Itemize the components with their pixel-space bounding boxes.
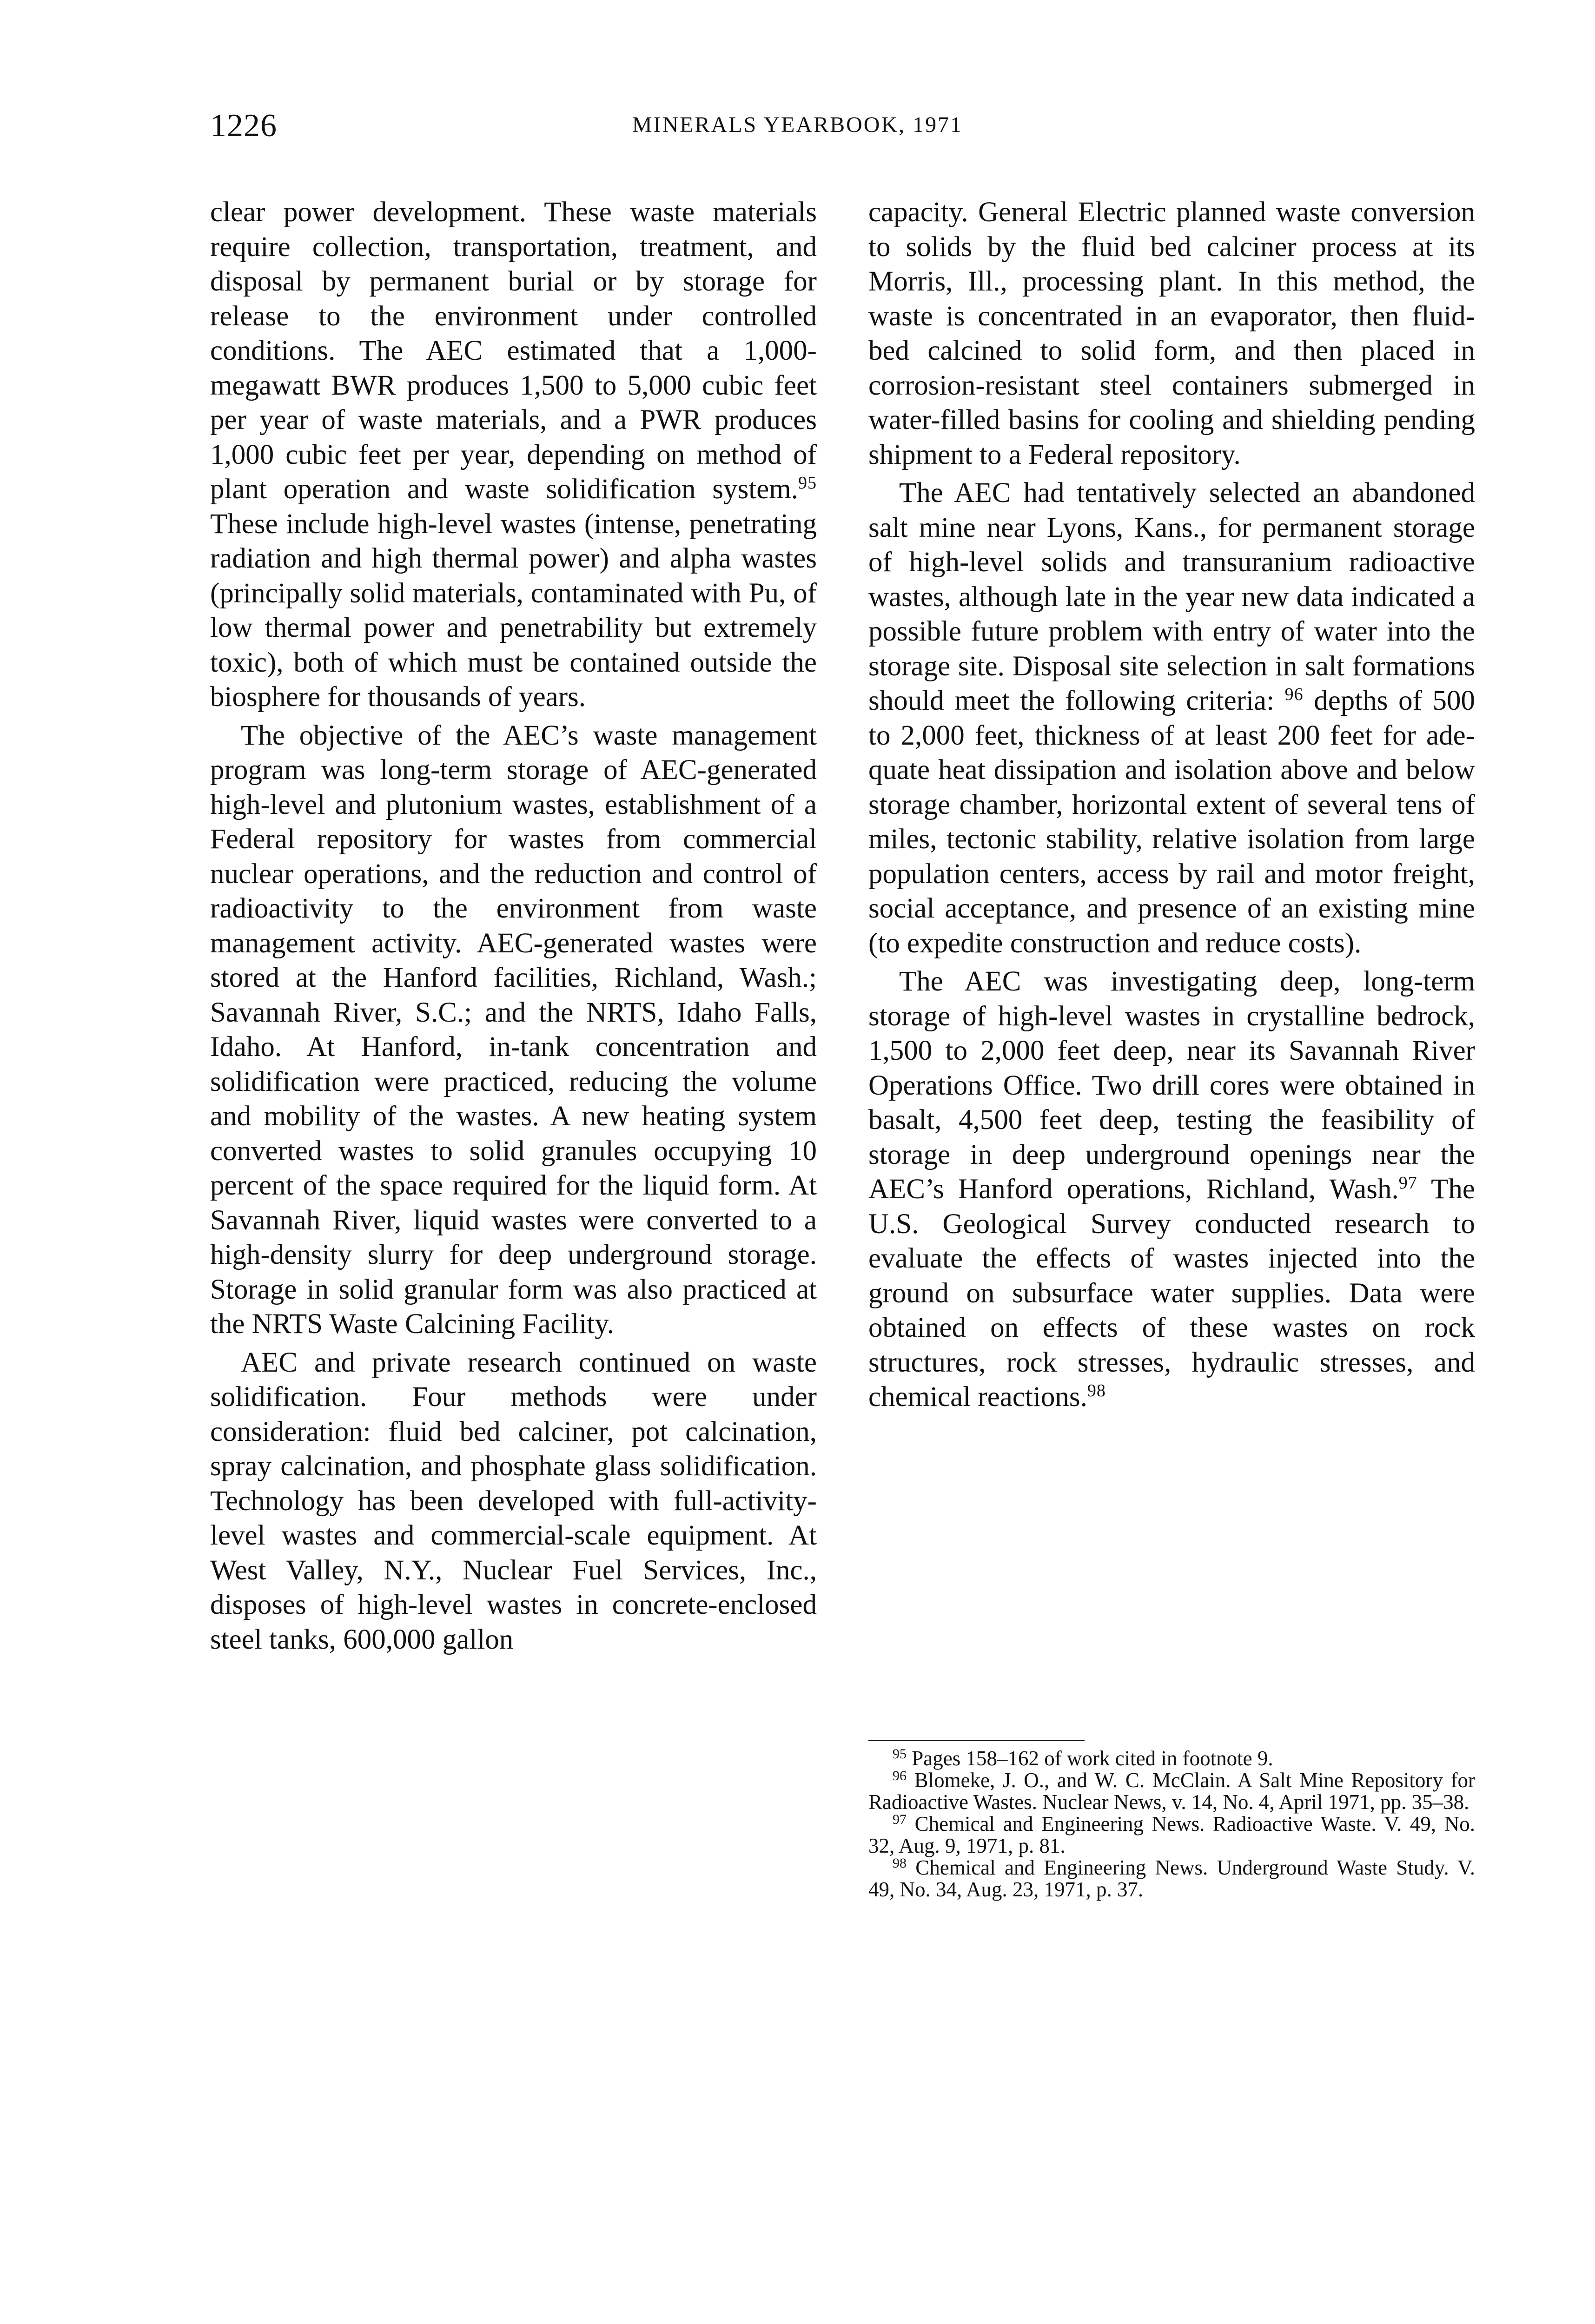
footnote-number: 96 [893,1768,907,1783]
paragraph-text: clear power development. These waste materials require collection, transportation, treatment, and disposal by permanent burial or by storage for release to the environment under controlled conditions. The AEC estimated that a 1,000-megawatt BWR produces 1,500 to 5,000 cubic feet per year of waste materials, and a PWR produces 1,000 cubic feet per year, depending on method of plant operation and waste solidification system. [210,197,817,505]
page-number: 1226 [210,108,277,144]
footnote-ref-98: 98 [1087,1381,1106,1401]
paragraph [210,195,817,715]
paragraph [868,476,1475,961]
paragraph-text: The AEC had tentatively selected an abandoned salt mine near Lyons, Kans., for permanent storage of high-level solids and transuranium radioactive wastes, although late in the year new data indicated a possible future problem with entry of water into the storage site. Disposal site selection in salt formations should meet the following criteria: [868,477,1475,716]
footnote-text: Chemical and Engineering News. Underground Waste Study. V. 49, No. 34, Aug. 23, 1971, p. 37. [868,1856,1475,1901]
paragraph-text: The AEC was investigating deep, long-term storage of high-level wastes in crystalline bedrock, 1,500 to 2,000 feet deep, near its Savannah River Operations Office. Two drill cores were obtained in basalt, 4,500 feet deep, testing the feasibility of storage in deep underground openings near the AEC’s Hanford operations, Richland, Wash. [868,966,1475,1205]
paragraph [868,964,1475,1415]
footnote-number: 97 [893,1812,907,1827]
paragraph: AEC and private research continued on waste solidification. Four methods were under consideration: fluid bed calciner, pot calcination, spray calcination, and phosphate glass solidification. Technology has been developed with full-activity-level wastes and commercial-scale equipment. At West Valley, N.Y., Nuclear Fuel Services, Inc., disposes of high-level wastes in concrete-enclosed steel tanks, 600,000 gallon [210,1347,817,1655]
running-header-title: MINERALS YEARBOOK, 1971 [632,112,963,137]
paragraph: The objective of the AEC’s waste management program was long-term storage of AEC-generated high-level and plutonium wastes, establishment of a Federal repository for wastes from commercial nuclear operations, and the reduction and control of radioactivity to the environment from waste management activity. AEC-generated wastes were stored at the Hanford facilities, Richland, Wash.; Savannah River, S.C.; and the NRTS, Idaho Falls, Idaho. At Hanford, in-tank concentration and solidification were practiced, reducing the volume and mobility of the wastes. A new heating system converted wastes to solid granules occupying 10 percent of the space required for the liquid form. At Savannah River, liquid wastes were converted to a high-density slurry for deep underground storage. Storage in solid granular form was also practiced at the NRTS Waste Calcining Facility. [210,720,817,1340]
left-column [210,195,817,1657]
footnotes [868,1748,1475,1901]
paragraph-text: These include high-level wastes (intense, penetrating radiation and high thermal power) and alpha wastes (principally solid materials, contaminated with Pu, of low thermal power and penetrability but extremely toxic), both of which must be contained outside the biosphere for thousands of years. [210,508,817,713]
footnote-number: 95 [893,1746,907,1762]
paragraph-text: depths of 500 to 2,000 feet, thickness of at least 200 feet for adequate heat dissipation and isolation above and below storage chamber, horizontal extent of several tens of miles, tectonic stability, relative isolation from large population centers, access by rail and motor freight, social acceptance, and presence of an existing mine (to expedite construction and reduce costs). [868,685,1476,959]
footnote-ref-95: 95 [798,473,817,493]
footnote [868,1813,1475,1857]
paragraph-text: The U.S. Geological Survey conducted research to evaluate the effects of wastes injected into the ground on subsurface water supplies. Data were obtained on effects of these wastes on rock structures, rock stresses, hydraulic stresses, and chemical reactions. [868,1174,1475,1413]
footnote [868,1769,1475,1813]
footnote-ref-97: 97 [1398,1173,1417,1193]
right-column [868,195,1475,1415]
footnote-text: Chemical and Engineering News. Radioactive Waste. V. 49, No. 32, Aug. 9, 1971, p. 81. [868,1812,1476,1857]
footnote-text: Pages 158–162 of work cited in footnote 9. [912,1747,1273,1770]
footnote [868,1748,1475,1769]
footnote [868,1857,1475,1901]
paragraph: capacity. General Electric planned waste conversion to solids by the fluid bed calciner process at its Morris, Ill., processing plant. In this method, the waste is concentrated in an evaporator, then fluid-bed calcined to solid form, and then placed in corrosion-resistant steel containers submerged in water-filled basins for cooling and shielding pending shipment to a Federal repository. [868,197,1475,470]
footnote-divider [868,1740,1085,1741]
footnote-text: Blomeke, J. O., and W. C. McClain. A Salt Mine Repository for Radioactive Wastes. Nuclear News, v. 14, No. 4, April 1971, pp. 35–38. [868,1769,1475,1814]
footnote-ref-96: 96 [1284,685,1304,705]
footnote-number: 98 [893,1855,907,1871]
